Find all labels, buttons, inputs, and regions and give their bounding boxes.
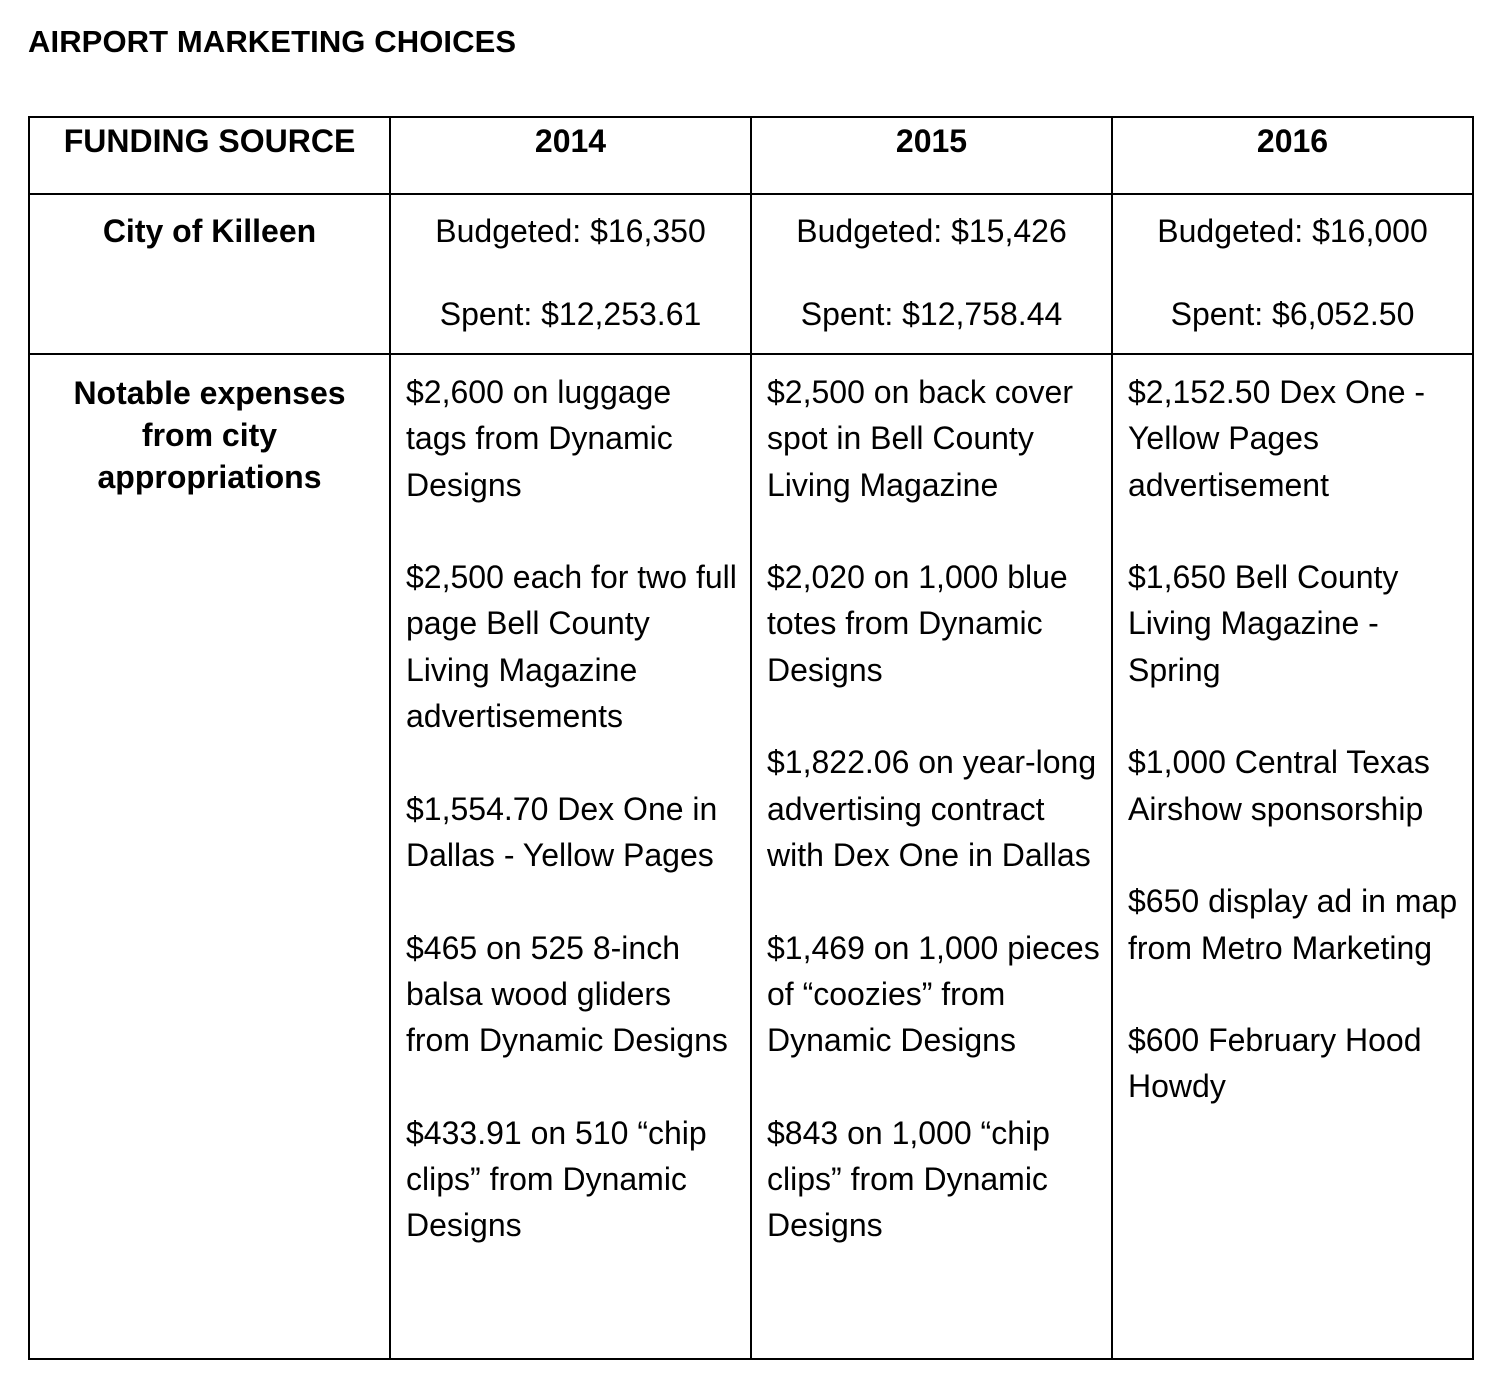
budget-cell-2016	[1112, 194, 1473, 354]
budgeted-amount: Budgeted: $15,426	[796, 213, 1067, 249]
header-year-2014: 2014	[390, 117, 751, 194]
expense-item: $1,650 Bell County Living Magazine - Spring	[1128, 559, 1399, 688]
budgeted-amount: Budgeted: $16,000	[1157, 213, 1428, 249]
expense-item: $1,000 Central Texas Airshow sponsorship	[1128, 744, 1430, 827]
expense-item: $433.91 on 510 “chip clips” from Dynamic Designs	[406, 1114, 707, 1244]
expense-item: $2,500 each for two full page Bell County Living Magazine advertisements	[406, 559, 737, 735]
expense-item: $2,020 on 1,000 blue totes from Dynamic Designs	[767, 559, 1068, 688]
expense-item: $1,554.70 Dex One in Dallas - Yellow Pages	[406, 790, 718, 873]
header-year-2015: 2015	[751, 117, 1112, 194]
expense-item: $650 display ad in map from Metro Marketing	[1128, 883, 1458, 966]
budget-cell-2014	[390, 194, 751, 354]
header-funding-source: FUNDING SOURCE	[29, 117, 390, 194]
budget-row	[29, 194, 1473, 354]
expense-list-2015	[752, 355, 1111, 1249]
funding-source-label: City of Killeen	[102, 213, 317, 249]
table-header-row	[29, 117, 1473, 194]
spent-amount: Spent: $12,253.61	[439, 296, 702, 332]
expense-item: $465 on 525 8-inch balsa wood gliders from Dynamic Designs	[406, 929, 728, 1059]
expense-list-2014	[391, 355, 750, 1249]
funding-source-cell	[29, 194, 390, 354]
budgeted-amount: Budgeted: $16,350	[435, 213, 706, 249]
expense-item: $2,500 on back cover spot in Bell County Living Magazine	[767, 374, 1073, 503]
marketing-table	[28, 116, 1474, 1360]
expenses-cell-2014	[390, 354, 751, 1359]
expenses-label-cell	[29, 354, 390, 1359]
spent-amount: Spent: $12,758.44	[800, 296, 1063, 332]
expense-item: $1,822.06 on year-long advertising contract with Dex One in Dallas	[767, 744, 1097, 873]
expense-item: $2,600 on luggage tags from Dynamic Designs	[406, 374, 673, 503]
expense-item: $600 February Hood Howdy	[1128, 1022, 1422, 1105]
budget-cell-2015	[751, 194, 1112, 354]
expenses-cell-2015	[751, 354, 1112, 1359]
expense-list-2016	[1113, 355, 1472, 1110]
expenses-label: Notable expenses from city appropriations	[73, 375, 346, 495]
header-year-2016: 2016	[1112, 117, 1473, 194]
spent-amount: Spent: $6,052.50	[1170, 296, 1415, 332]
expense-item: $1,469 on 1,000 pieces of “coozies” from Dynamic Designs	[767, 929, 1100, 1059]
expenses-cell-2016	[1112, 354, 1473, 1359]
expenses-row	[29, 354, 1473, 1359]
expense-item: $2,152.50 Dex One - Yellow Pages advertisement	[1128, 374, 1426, 503]
document-title: AIRPORT MARKETING CHOICES	[28, 24, 517, 59]
expense-item: $843 on 1,000 “chip clips” from Dynamic Designs	[767, 1114, 1050, 1244]
